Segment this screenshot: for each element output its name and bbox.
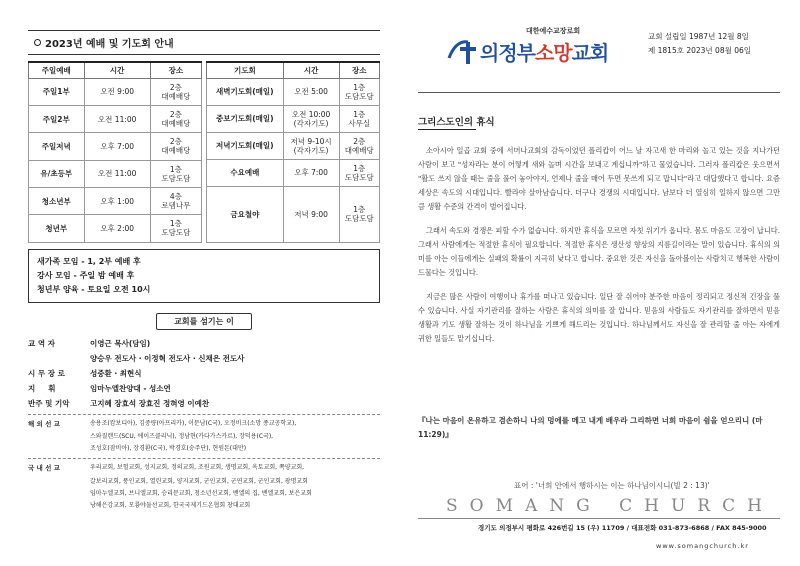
issue-info bbox=[648, 30, 780, 59]
col-header: 기도회 bbox=[207, 62, 284, 78]
schedule-row bbox=[207, 105, 380, 132]
mission-line: 조성호(잠비아), 장경환(C국), 박경호(숭주단), 현원돈(대만) bbox=[90, 445, 247, 453]
leaders-heading: 교회를 섬기는 이 bbox=[156, 313, 252, 330]
mission-line: 우리교회, 보헐교회, 성지교회, 정의교회, 조원교회, 생명교회, 옥토교회, 쪽양교회, bbox=[90, 464, 305, 472]
leader-row: 반주 및 기악 고지혜 장효석 장효진 정혀영 이예찬 bbox=[28, 398, 210, 408]
schedule-place: 4층 로뎀나무 bbox=[150, 187, 201, 214]
leader-row: 양승우 전도사 · 이정혁 전도사 · 신채은 전도사 bbox=[90, 353, 245, 363]
schedule-place: 2층 대예배당 bbox=[339, 132, 379, 159]
schedule-time: 오전 9:00 bbox=[84, 78, 150, 105]
schedule-name: 저녁기도회(매일) bbox=[207, 132, 284, 159]
mission-line: 갈보리교회, 풍인교회, 열린교회, 양지교회, 군인교회, 군연교회, 군인교회, 광명교회 bbox=[90, 477, 308, 485]
schedule-name: 청소년부 bbox=[29, 187, 85, 214]
schedule-name: 주일1부 bbox=[29, 78, 85, 105]
col-header: 장소 bbox=[339, 62, 379, 78]
schedule-row bbox=[29, 78, 202, 105]
mission-line: 스와질랜드(SCU, 에이즈클리닉), 정남현(카다가스카르), 장덕용(C국), bbox=[90, 432, 274, 440]
col-header: 시간 bbox=[84, 62, 150, 78]
article-body bbox=[418, 144, 780, 356]
mission-line: 임마누엘교회, 브니엘교회, 승리문교회, 청소년선교회, 밴엘의 집, 밴엘교회, 보은교회 bbox=[90, 490, 312, 498]
leader-row: 지 휘 임마누엘찬양대 - 성소연 bbox=[28, 383, 171, 393]
header-divider bbox=[418, 92, 780, 93]
col-header: 장소 bbox=[150, 62, 201, 78]
divider bbox=[28, 458, 380, 459]
schedule-row bbox=[29, 133, 202, 160]
schedule-row bbox=[29, 105, 202, 132]
schedule-place: 1층 도담도담 bbox=[150, 160, 201, 187]
scripture-quote: 『나는 마음이 온유하고 겸손하니 나의 멍에를 메고 내게 배우라 그리하면 너희 마음이 쉼을 얻으리니 (마 11:29)』 bbox=[418, 416, 763, 440]
footer-divider bbox=[418, 518, 780, 519]
schedule-place: 2층 대예배당 bbox=[150, 105, 201, 132]
schedule-title: 2023년 예배 및 기도회 안내 bbox=[28, 30, 380, 55]
schedule-row bbox=[207, 132, 380, 159]
col-header: 주일예배 bbox=[29, 62, 85, 78]
overseas-missions bbox=[28, 418, 380, 456]
mission-line: 낭해은강교회, 모룡야둘선교회, 한국국제기드온협회 창대교회 bbox=[90, 502, 251, 510]
notice-line: 청년부 양육 - 토요일 오전 10시 bbox=[37, 284, 151, 294]
schedule-place: 1층 사무실 bbox=[339, 105, 379, 132]
schedule-row bbox=[29, 187, 202, 214]
schedule-name: 유/초등부 bbox=[29, 160, 85, 187]
schedule-name: 금요철야 bbox=[207, 186, 284, 242]
leaders-list bbox=[28, 336, 380, 411]
schedule-name: 청년부 bbox=[29, 215, 85, 242]
schedule-time: 저녁 9-10시 (각자기도) bbox=[283, 132, 339, 159]
schedule-row bbox=[207, 78, 380, 105]
schedule-place: 1층 도담도담 bbox=[339, 186, 379, 242]
schedule-time: 저녁 9:00 bbox=[283, 186, 339, 242]
left-panel bbox=[28, 30, 380, 513]
article-title: 그리스도인의 휴식 bbox=[418, 114, 495, 130]
schedule-time: 오전 11:00 bbox=[84, 160, 150, 187]
notice-line: 새가족 모임 - 1, 2부 예배 후 bbox=[37, 256, 141, 266]
domestic-label: 국 내 선 교 bbox=[28, 464, 60, 473]
church-motto: 표어 : '너희 안에서 행하시는 이는 하나님이시니(빌 2 : 13)' bbox=[514, 481, 710, 490]
schedule-name: 중보기도회(매일) bbox=[207, 105, 284, 132]
leader-row: 시 무 장 로 성중환 · 최현식 bbox=[28, 368, 142, 378]
schedule-place: 2층 대예배당 bbox=[150, 133, 201, 160]
overseas-label: 해 외 선 교 bbox=[28, 419, 60, 428]
schedule-name: 주일저녁 bbox=[29, 133, 85, 160]
schedule-time: 오후 7:00 bbox=[84, 133, 150, 160]
notice-line: 강사 모임 - 주일 밤 예배 후 bbox=[37, 270, 135, 280]
article-paragraph: 그래서 속도와 경쟁은 피할 수가 없습니다. 하지만 휴식을 모르면 자칫 위기가 옵니다. 몸도 마음도 고장이 납니다. 그래서 사람에게는 적절한 휴식이 필요합니다. 적절한 휴식은 생산성 향상의 지름길이라는 말이 있습니다. 휴식의 의미를 아는 이들에게는 실패의 확률이 지극히 낮다고 합니다. 중요한 것은 자신을 돌아볼이는 사람치고 행복한 사람이 드물다는 것입니다. bbox=[418, 226, 780, 278]
leader-row: 교 역 자 이영근 목사(담임) bbox=[28, 338, 151, 348]
logo-cross-icon bbox=[446, 36, 480, 66]
schedule-place: 1층 도담도담 bbox=[150, 215, 201, 242]
prayer-table bbox=[206, 61, 380, 243]
schedule-time: 오전 5:00 bbox=[283, 78, 339, 105]
church-name: 의정부소망교회 bbox=[480, 40, 609, 65]
established-date: 교회 설립일 1987년 12월 8일 bbox=[648, 32, 749, 41]
church-wordmark: SOMANG CHURCH bbox=[446, 496, 774, 516]
church-logo bbox=[446, 36, 608, 66]
denomination: 대한예수교장로회 bbox=[526, 27, 581, 35]
col-header: 시간 bbox=[283, 62, 339, 78]
website-link[interactable]: www.somangchurch.kr bbox=[656, 542, 749, 550]
schedule-row bbox=[207, 159, 380, 186]
notice-box bbox=[28, 249, 380, 303]
bullseye-icon bbox=[34, 39, 41, 46]
divider bbox=[28, 414, 380, 415]
schedule-name: 주일2부 bbox=[29, 105, 85, 132]
schedule-place: 1층 도담도담 bbox=[339, 159, 379, 186]
schedule-row bbox=[29, 215, 202, 242]
schedule-time: 오후 1:00 bbox=[84, 187, 150, 214]
domestic-missions bbox=[28, 462, 380, 512]
church-address: 경기도 의정부시 평화로 426번길 15 (우) 11709 / 대표전화 031-873-6868 / FAX 845-9000 bbox=[478, 524, 767, 532]
schedule-place: 2층 대예배당 bbox=[150, 78, 201, 105]
schedule-time: 오후 2:00 bbox=[84, 215, 150, 242]
article-paragraph: 소아시아 일곱 교회 중에 서머나교회의 감독이었던 폴리캅이 어느 날 자고새 한 마리와 놀고 있는 것을 지나가던 사람이 보고 "성자라는 분이 어떻게 새와 놀며 시간을 보내고 계십니까"하고 물었습니다. 그러자 폴리캅은 웃으면서 "활도 쓰지 않을 때는 줄을 풀어 놓아야지, 언제나 줄을 매어 두면 못쓰게 되고 맙니다"라고 대답했다고 합니다. 요즘 세상은 속도의 시대입니다. 빨라야 살아남습니다. 더구나 경쟁의 시대입니다. 남보다 더 열심히 일하지 않으면 그만큼 생활 수준의 간격이 벌어집니다. bbox=[418, 146, 780, 212]
article-paragraph: 지금은 많은 사람이 여행이나 휴가를 떠나고 있습니다. 일단 잘 쉬어야 분주한 마음이 정리되고 정신적 긴장을 풀 수 있습니다. 사실 자기관리를 잘하는 사람은 휴식의 의미를 잘 압니다. 믿음의 사람들도 자기관리를 잘하면서 믿음 생활과 기도 생활 잘하는 것이 하나님을 기쁘게 해드리는 것입니다. 하나님께서도 자신을 잘 관리할 줄 아는 자에게 귀한 일들도 맡기십니다. bbox=[418, 292, 780, 344]
schedule-time: 오전 10:00 (각자기도) bbox=[283, 105, 339, 132]
schedule-row bbox=[29, 160, 202, 187]
schedule-time: 오후 7:00 bbox=[283, 159, 339, 186]
schedule-row bbox=[207, 186, 380, 242]
mission-line: 송용조(캄보디아), 김중량(아프리카), 이문남(C국), 오정비크(소망 종교공학교), bbox=[90, 419, 297, 427]
worship-table bbox=[28, 61, 202, 243]
schedule-name: 새벽기도회(매일) bbox=[207, 78, 284, 105]
schedule-name: 수요예배 bbox=[207, 159, 284, 186]
schedule-place: 1층 도담도담 bbox=[339, 78, 379, 105]
schedule-time: 오전 11:00 bbox=[84, 105, 150, 132]
issue-number: 제 1815호 2023년 08월 06일 bbox=[648, 46, 752, 56]
